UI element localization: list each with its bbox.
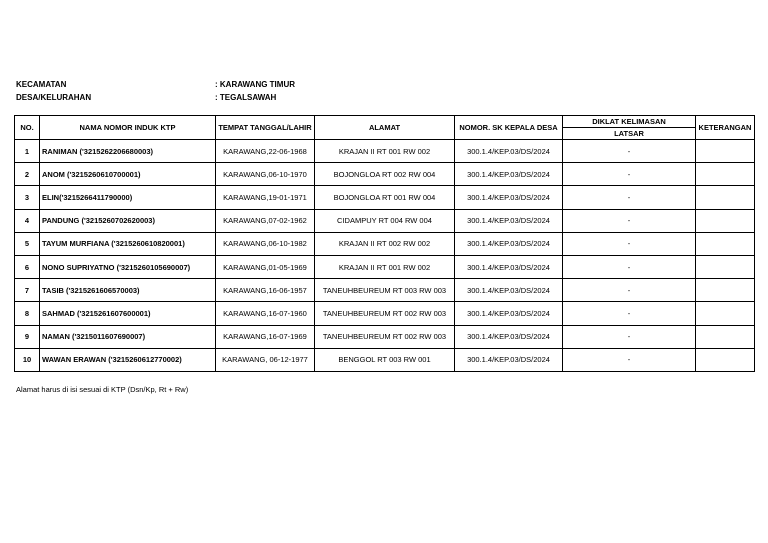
table-row bbox=[15, 255, 755, 278]
row-sk-number: 300.1.4/KEP.03/DS/2024 bbox=[455, 163, 563, 186]
row-number: 2 bbox=[15, 163, 40, 186]
personnel-table bbox=[14, 115, 755, 372]
row-birth: KARAWANG,06-10-1970 bbox=[216, 163, 315, 186]
header-no: NO. bbox=[15, 116, 40, 140]
row-name-nik: PANDUNG ('3215260702620003) bbox=[40, 209, 216, 232]
table-row bbox=[15, 348, 755, 371]
row-number: 6 bbox=[15, 255, 40, 278]
row-address: CIDAMPUY RT 004 RW 004 bbox=[315, 209, 455, 232]
row-birth: KARAWANG,07-02-1962 bbox=[216, 209, 315, 232]
row-birth: KARAWANG,22-06-1968 bbox=[216, 140, 315, 163]
footnote: Alamat harus di isi sesuai di KTP (Dsn/Kp, Rt + Rw) bbox=[16, 385, 189, 394]
row-latsar: - bbox=[563, 302, 696, 325]
row-latsar: - bbox=[563, 325, 696, 348]
row-sk-number: 300.1.4/KEP.03/DS/2024 bbox=[455, 348, 563, 371]
row-keterangan bbox=[696, 140, 755, 163]
row-sk-number: 300.1.4/KEP.03/DS/2024 bbox=[455, 279, 563, 302]
row-number: 10 bbox=[15, 348, 40, 371]
row-address: BENGGOL RT 003 RW 001 bbox=[315, 348, 455, 371]
row-birth: KARAWANG, 06-12-1977 bbox=[216, 348, 315, 371]
row-address: BOJONGLOA RT 001 RW 004 bbox=[315, 186, 455, 209]
table-row bbox=[15, 232, 755, 255]
kecamatan-value: : KARAWANG TIMUR bbox=[215, 78, 295, 91]
table-row bbox=[15, 302, 755, 325]
row-sk-number: 300.1.4/KEP.03/DS/2024 bbox=[455, 209, 563, 232]
row-sk-number: 300.1.4/KEP.03/DS/2024 bbox=[455, 232, 563, 255]
table-row bbox=[15, 325, 755, 348]
row-latsar: - bbox=[563, 186, 696, 209]
row-address: KRAJAN II RT 002 RW 002 bbox=[315, 232, 455, 255]
row-latsar: - bbox=[563, 279, 696, 302]
row-latsar: - bbox=[563, 348, 696, 371]
table-row bbox=[15, 186, 755, 209]
table-row bbox=[15, 163, 755, 186]
kecamatan-label: KECAMATAN bbox=[16, 80, 67, 89]
row-number: 7 bbox=[15, 279, 40, 302]
row-address: TANEUHBEUREUM RT 002 RW 003 bbox=[315, 325, 455, 348]
row-name-nik: NAMAN ('3215011607690007) bbox=[40, 325, 216, 348]
row-address: KRAJAN II RT 001 RW 002 bbox=[315, 255, 455, 278]
row-name-nik: WAWAN ERAWAN ('3215260612770002) bbox=[40, 348, 216, 371]
row-name-nik: RANIMAN ('3215262206680003) bbox=[40, 140, 216, 163]
row-address: BOJONGLOA RT 002 RW 004 bbox=[315, 163, 455, 186]
row-keterangan bbox=[696, 186, 755, 209]
row-number: 5 bbox=[15, 232, 40, 255]
row-sk-number: 300.1.4/KEP.03/DS/2024 bbox=[455, 302, 563, 325]
table-body bbox=[15, 140, 755, 372]
header-keterangan: KETERANGAN bbox=[696, 116, 755, 140]
header-latsar: LATSAR bbox=[563, 128, 696, 140]
row-birth: KARAWANG,19-01-1971 bbox=[216, 186, 315, 209]
header-ttl: TEMPAT TANGGAL/LAHIR bbox=[216, 116, 315, 140]
table-row bbox=[15, 209, 755, 232]
row-name-nik: TAYUM MURFIANA ('3215260610820001) bbox=[40, 232, 216, 255]
desa-value: : TEGALSAWAH bbox=[215, 91, 276, 104]
row-name-nik: NONO SUPRIYATNO ('3215260105690007) bbox=[40, 255, 216, 278]
row-number: 9 bbox=[15, 325, 40, 348]
header-sk: NOMOR. SK KEPALA DESA bbox=[455, 116, 563, 140]
row-sk-number: 300.1.4/KEP.03/DS/2024 bbox=[455, 186, 563, 209]
row-name-nik: TASIB ('3215261606570003) bbox=[40, 279, 216, 302]
row-latsar: - bbox=[563, 140, 696, 163]
row-keterangan bbox=[696, 209, 755, 232]
row-number: 8 bbox=[15, 302, 40, 325]
desa-label: DESA/KELURAHAN bbox=[16, 93, 92, 102]
row-sk-number: 300.1.4/KEP.03/DS/2024 bbox=[455, 325, 563, 348]
row-latsar: - bbox=[563, 209, 696, 232]
row-name-nik: ANOM ('3215260610700001) bbox=[40, 163, 216, 186]
table-row bbox=[15, 140, 755, 163]
row-birth: KARAWANG,16-07-1969 bbox=[216, 325, 315, 348]
row-keterangan bbox=[696, 232, 755, 255]
row-number: 1 bbox=[15, 140, 40, 163]
row-latsar: - bbox=[563, 255, 696, 278]
row-keterangan bbox=[696, 348, 755, 371]
row-sk-number: 300.1.4/KEP.03/DS/2024 bbox=[455, 140, 563, 163]
row-keterangan bbox=[696, 163, 755, 186]
row-latsar: - bbox=[563, 232, 696, 255]
row-name-nik: SAHMAD ('3215261607600001) bbox=[40, 302, 216, 325]
row-number: 3 bbox=[15, 186, 40, 209]
row-name-nik: ELIN('3215266411790000) bbox=[40, 186, 216, 209]
row-keterangan bbox=[696, 325, 755, 348]
header-diklat: DIKLAT KELIMASAN bbox=[563, 116, 696, 128]
row-birth: KARAWANG,16-06-1957 bbox=[216, 279, 315, 302]
row-birth: KARAWANG,01-05-1969 bbox=[216, 255, 315, 278]
row-keterangan bbox=[696, 255, 755, 278]
row-keterangan bbox=[696, 302, 755, 325]
header-nama: NAMA NOMOR INDUK KTP bbox=[40, 116, 216, 140]
row-address: KRAJAN II RT 001 RW 002 bbox=[315, 140, 455, 163]
row-address: TANEUHBEUREUM RT 002 RW 003 bbox=[315, 302, 455, 325]
table-row bbox=[15, 279, 755, 302]
row-address: TANEUHBEUREUM RT 003 RW 003 bbox=[315, 279, 455, 302]
row-sk-number: 300.1.4/KEP.03/DS/2024 bbox=[455, 255, 563, 278]
row-birth: KARAWANG,16-07-1960 bbox=[216, 302, 315, 325]
row-number: 4 bbox=[15, 209, 40, 232]
row-latsar: - bbox=[563, 163, 696, 186]
header-alamat: ALAMAT bbox=[315, 116, 455, 140]
row-birth: KARAWANG,06-10-1982 bbox=[216, 232, 315, 255]
row-keterangan bbox=[696, 279, 755, 302]
